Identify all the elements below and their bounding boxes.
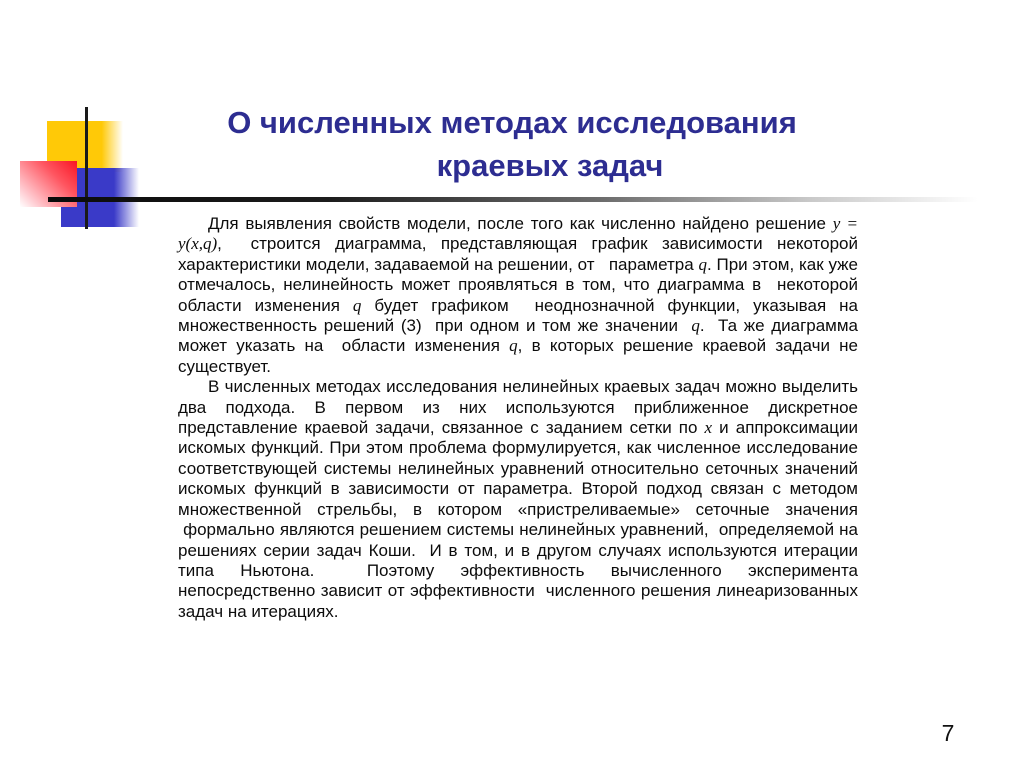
- inline-math: q: [691, 316, 700, 336]
- body-paragraph: [178, 377, 858, 622]
- inline-math: x: [704, 418, 713, 438]
- title-underline-rule: [48, 197, 978, 202]
- body-text-segment: . Та же диаграмма может указать на области изменения: [178, 316, 859, 356]
- slide-title-line2: краевых задач: [436, 148, 664, 183]
- page-number: 7: [941, 720, 955, 746]
- body-text-segment: В численных методах исследования нелинейных краевых задач можно выделить два подхода. В первом из них используются приближенное дискретное представление краевой задачи, связанное с заданием сетки по: [178, 377, 858, 438]
- body-paragraph: [178, 214, 858, 377]
- slide-title-line1: О численных методах исследования: [227, 105, 797, 140]
- inline-math: q: [509, 336, 518, 356]
- inline-math: q: [352, 295, 362, 315]
- decor-vertical-line: [85, 107, 88, 229]
- inline-math: y = y(x,q): [178, 214, 858, 254]
- body-text-segment: . При этом, как уже отмечалось, нелинейность может проявляться в том, что диаграмма в некоторой области изменения: [178, 254, 858, 315]
- body-text-segment: будет графиком неоднозначной функции, указывая на множественность решений (3) при одном и том же значении: [178, 295, 858, 336]
- body-text-segment: , в которых решение краевой задачи не существует.: [178, 336, 858, 376]
- body-text-segment: , строится диаграмма, представляющая график зависимости некоторой характеристики модели, задаваемой на решении, от параметра: [178, 234, 858, 274]
- body-text-segment: и аппроксимации искомых функций. При этом проблема формулируется, как численное исследование соответствующей системы нелинейных уравнений относительно сеточных значений искомых функций в зависимости от параметра. Второй подход связан с методом множественной стрельбы, в котором «пристреливаемые» сеточные значения формально являются решением системы нелинейных уравнений, определяемой на решениях серии задач Коши. И в том, и в другом случаях используются итерации типа Ньютона. Поэтому эффективность вычисленного эксперимента непосредственно зависит от эффективности численного решения линеаризованных задач на итерациях.: [178, 418, 859, 621]
- body-text-segment: Для выявления свойств модели, после того как численно найдено решение: [208, 214, 833, 233]
- slide-title: [140, 101, 884, 187]
- inline-math: q: [698, 254, 707, 274]
- body-text: [178, 214, 858, 622]
